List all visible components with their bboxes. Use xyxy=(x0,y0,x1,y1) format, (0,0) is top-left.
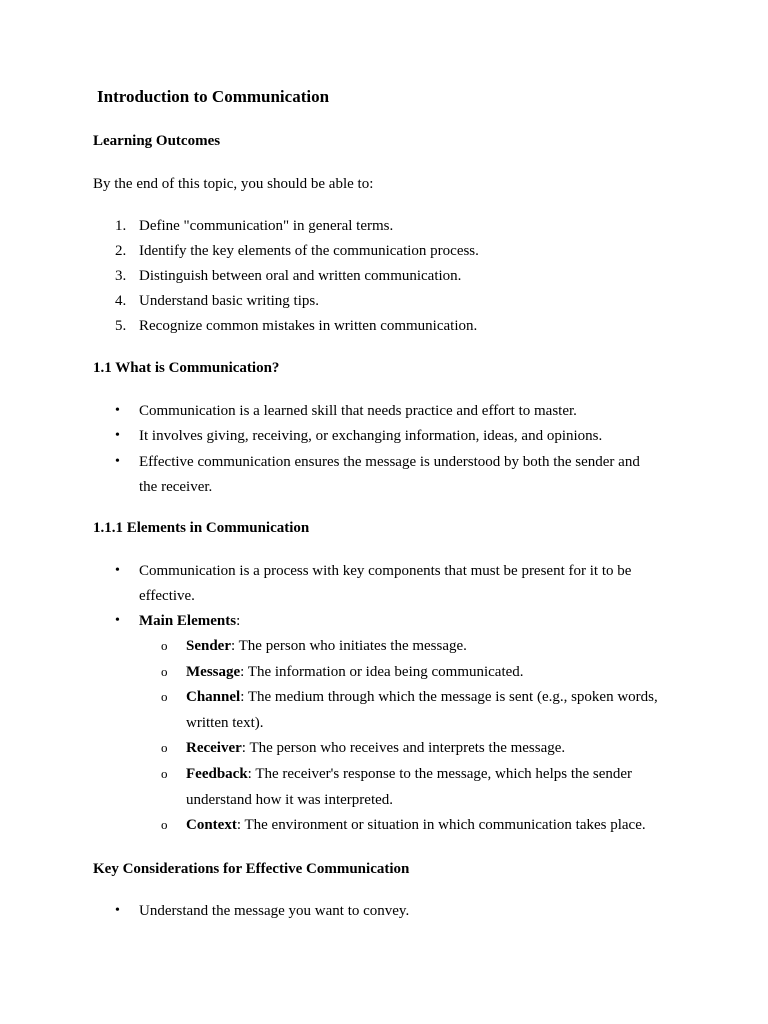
element-desc: : The person who initiates the message. xyxy=(231,638,467,654)
bullet-text xyxy=(139,613,240,630)
element-desc: : The medium through which the message is sent (e.g., spoken words, xyxy=(240,689,658,705)
bullet-text: Communication is a process with key components that must be present for it to be xyxy=(139,563,632,579)
sub-item-text xyxy=(186,766,632,783)
bullet-icon: • xyxy=(115,563,120,578)
bullet-text: Effective communication ensures the message is understood by both the sender and xyxy=(139,454,640,470)
section-heading-key-considerations: Key Considerations for Effective Communication xyxy=(93,861,410,877)
circle-bullet-icon: o xyxy=(161,638,168,653)
element-term: Message xyxy=(186,664,241,680)
circle-bullet-icon: o xyxy=(161,740,168,755)
list-text: Understand basic writing tips. xyxy=(139,293,319,309)
list-number: 5. xyxy=(115,318,127,334)
list-number: 4. xyxy=(115,293,127,309)
list-text: Identify the key elements of the communication process. xyxy=(139,243,479,259)
bullet-text: It involves giving, receiving, or exchanging information, ideas, and opinions. xyxy=(139,428,603,444)
element-desc: : The information or idea being communicated. xyxy=(240,664,524,680)
element-desc-continued: understand how it was interpreted. xyxy=(186,792,394,808)
element-term: Receiver xyxy=(186,740,242,756)
learning-outcomes-heading: Learning Outcomes xyxy=(93,133,221,149)
list-text: Distinguish between oral and written communication. xyxy=(139,268,462,284)
bullet-text: effective. xyxy=(139,588,195,604)
list-number: 3. xyxy=(115,268,127,284)
section-heading-what-is-communication: 1.1 What is Communication? xyxy=(93,360,280,376)
sub-item-text xyxy=(186,689,658,706)
element-term: Channel xyxy=(186,689,241,705)
bullet-text: Communication is a learned skill that needs practice and effort to master. xyxy=(139,403,577,419)
element-term: Feedback xyxy=(186,766,248,782)
bullet-icon: • xyxy=(115,454,120,469)
element-term: Sender xyxy=(186,638,231,654)
element-term: Context xyxy=(186,817,237,833)
document-title: Introduction to Communication xyxy=(97,87,330,106)
list-text: Define "communication" in general terms. xyxy=(139,218,394,234)
bullet-icon: • xyxy=(115,613,120,628)
element-desc: : The person who receives and interprets the message. xyxy=(241,740,566,756)
bullet-icon: • xyxy=(115,428,120,443)
learning-outcomes-intro: By the end of this topic, you should be able to: xyxy=(93,176,374,192)
bullet-icon: • xyxy=(115,403,120,418)
sub-item-text xyxy=(186,740,565,757)
element-desc-continued: written text). xyxy=(186,715,264,731)
element-desc: : The receiver's response to the message, which helps the sender xyxy=(247,766,633,782)
bullet-text: the receiver. xyxy=(139,479,213,495)
bullet-text: Understand the message you want to convey. xyxy=(139,903,410,919)
colon: : xyxy=(236,613,241,629)
main-elements-label: Main Elements xyxy=(139,613,237,629)
sub-item-text xyxy=(186,664,524,681)
circle-bullet-icon: o xyxy=(161,766,168,781)
list-text: Recognize common mistakes in written communication. xyxy=(139,318,478,334)
sub-item-text xyxy=(186,817,646,834)
element-desc: : The environment or situation in which communication takes place. xyxy=(236,817,646,833)
circle-bullet-icon: o xyxy=(161,664,168,679)
circle-bullet-icon: o xyxy=(161,689,168,704)
bullet-icon: • xyxy=(115,903,120,918)
list-number: 1. xyxy=(115,218,127,234)
sub-item-text xyxy=(186,638,467,655)
section-heading-elements: 1.1.1 Elements in Communication xyxy=(93,520,310,536)
circle-bullet-icon: o xyxy=(161,817,168,832)
list-number: 2. xyxy=(115,243,127,259)
